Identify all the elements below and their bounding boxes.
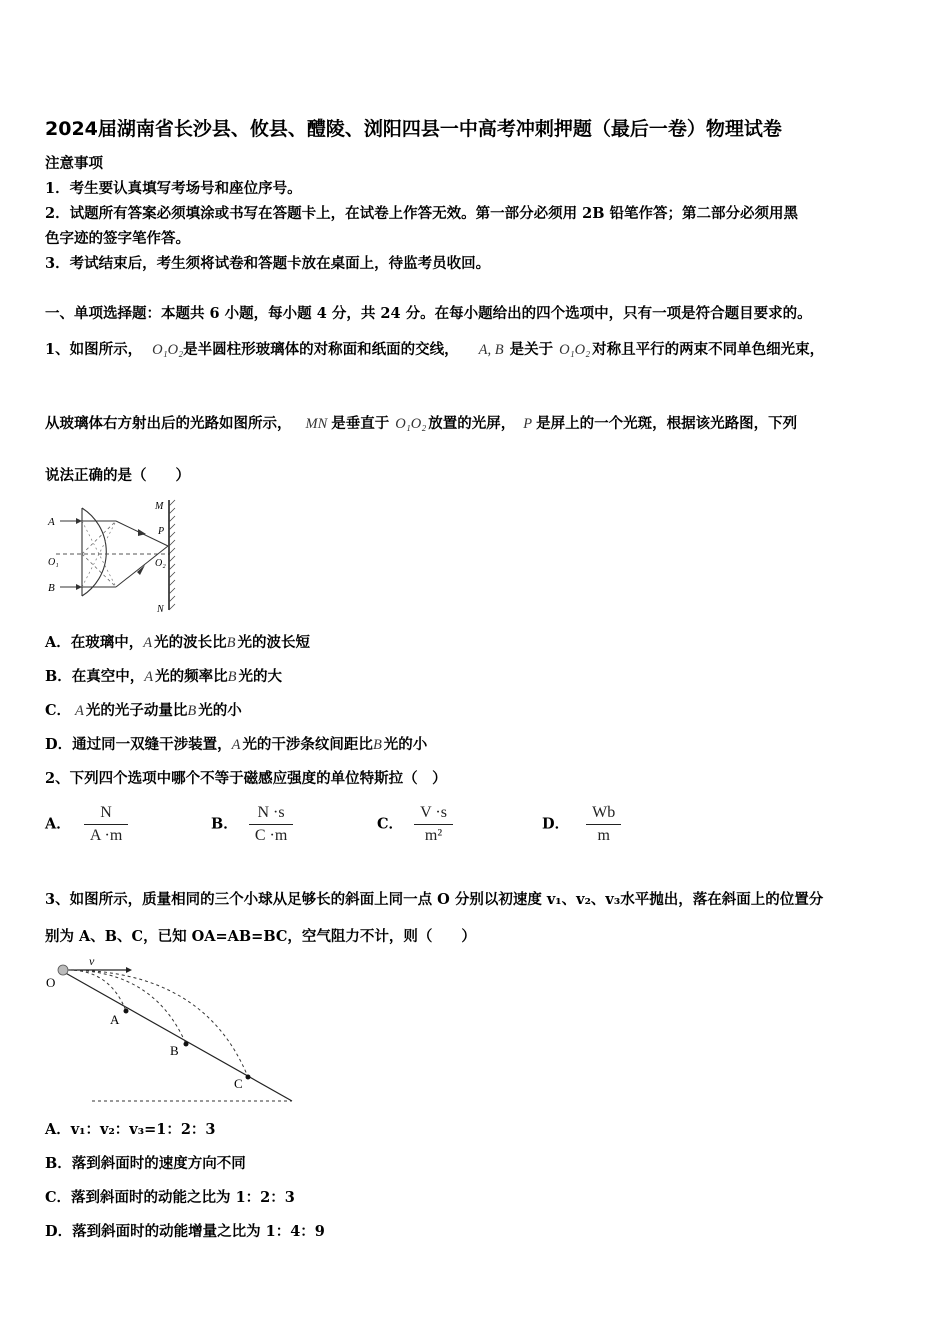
math-a: A [231,737,241,753]
option-c[interactable]: C．落到斜面时的动能之比为 1：2：3 [45,1189,295,1206]
math-mn: MN [305,416,328,432]
option-a[interactable] [45,631,310,652]
option-text: 光的频率比 [155,668,228,685]
option-text: B．在真空中， [45,668,145,685]
question-3-line-1: 3、如图所示，质量相同的三个小球从足够长的斜面上同一点 O 分别以初速度 v₁、v₂、v₃水平抛出，落在斜面上的位置分 [45,891,824,908]
q1-text: 是半圆柱形玻璃体的对称面和纸面的交线， [183,341,459,358]
option-d[interactable]: D．落到斜面时的动能增量之比为 1：4：9 [45,1223,325,1240]
option-text: A．在玻璃中， [45,634,144,651]
denominator: m² [424,827,443,844]
label-o1: O₁ [48,557,59,568]
option-text: C． [45,702,72,719]
option-text: 光的波长比 [154,634,227,651]
math-b: B [187,703,197,719]
label-p: P [158,526,165,537]
option-a[interactable]: A．v₁：v₂：v₃=1：2：3 [45,1121,216,1138]
option-a[interactable] [45,804,128,845]
fraction [249,804,293,845]
q1-text: 对称且平行的两束不同单色细光束， [592,341,825,358]
math-a: A [144,669,154,685]
fraction [84,804,128,845]
q1-text: 从玻璃体右方射出后的光路如图所示， [45,415,292,432]
page-title: 2024届湖南省长沙县、攸县、醴陵、浏阳四县一中高考冲刺押题（最后一卷）物理试卷 [45,118,782,140]
math-a: A [75,703,84,719]
notice-item: 3．考试结束后，考生须将试卷和答题卡放在桌面上，待监考员收回。 [45,255,491,272]
fraction [414,804,453,845]
q1-text: 1、如图所示， [45,341,143,358]
label-a: A [48,516,55,528]
label-v: v [89,954,95,968]
option-text: 光的光子动量比 [85,702,188,719]
math-o1o2: O₁O₂ [395,416,427,432]
section-heading: 一、单项选择题：本题共 6 小题，每小题 4 分，共 24 分。在每小题给出的四个选项中，只有一项是符合题目要求的。 [45,305,812,322]
label-o2: O₂ [155,558,166,569]
notice-item: 色字迹的签字笔作答。 [45,230,190,247]
option-c[interactable] [377,804,453,845]
option-c[interactable] [45,699,242,720]
question-1-line-1 [45,338,824,359]
question-3-line-2: 别为 A、B、C，已知 OA=AB=BC，空气阻力不计，则（ ） [45,928,476,945]
q1-text: 放置的光屏， [428,415,516,432]
math-p: P [523,416,533,432]
option-b[interactable] [211,804,293,845]
option-label: B． [211,815,238,833]
math-o1o2: O₁O₂ [152,342,184,358]
label-a: A [110,1012,120,1027]
option-text: 光的波长短 [237,634,310,651]
question-2-stem: 2、下列四个选项中哪个不等于磁感应强度的单位特斯拉（ ） [45,770,447,787]
projectile-incline-figure [44,952,300,1104]
numerator: N ·s [249,804,293,825]
label-c: C [234,1076,243,1091]
denominator: C ·m [254,827,288,844]
q1-text: 是关于 [509,341,554,358]
label-b: B [48,582,55,594]
notice-heading: 注意事项 [45,155,103,172]
math-b: B [372,737,382,753]
notice-item: 1．考生要认真填写考场号和座位序号。 [45,180,302,197]
fraction [586,804,621,845]
numerator: V ·s [414,804,453,825]
option-text: 光的干涉条纹间距比 [242,736,373,753]
option-text: D．通过同一双缝干涉装置， [45,736,232,753]
denominator: A ·m [89,827,123,844]
option-text: 光的小 [198,702,242,719]
option-d[interactable] [45,733,427,754]
notice-item: 2．试题所有答案必须填涂或书写在答题卡上，在试卷上作答无效。第一部分必须用 2B 铅笔作答；第二部分必须用黑 [45,205,799,222]
option-label: A． [45,815,71,833]
label-b: B [170,1043,179,1058]
q1-text: 是垂直于 [331,415,390,432]
glass-semicylinder-figure [42,494,182,616]
option-b[interactable]: B．落到斜面时的速度方向不同 [45,1155,246,1172]
math-b: B [227,669,237,685]
option-text: 光的小 [383,736,428,753]
option-label: C． [377,815,404,833]
option-d[interactable] [542,804,621,845]
numerator: N [84,804,128,825]
denominator: m [597,827,610,844]
math-o1o2: O₁O₂ [559,342,591,358]
option-label: D． [542,815,570,833]
option-b[interactable] [45,665,282,686]
question-1-line-3: 说法正确的是（ ） [45,467,190,484]
math-ab: A, B [478,342,504,358]
math-a: A [143,635,153,651]
label-m: M [155,501,164,512]
option-text: 光的大 [238,668,282,685]
question-1-line-2 [45,412,797,433]
label-n: N [157,604,164,615]
math-b: B [226,635,236,651]
label-o: O [46,975,56,990]
q1-text: 是屏上的一个光斑，根据该光路图，下列 [536,415,798,432]
numerator: Wb [586,804,621,825]
